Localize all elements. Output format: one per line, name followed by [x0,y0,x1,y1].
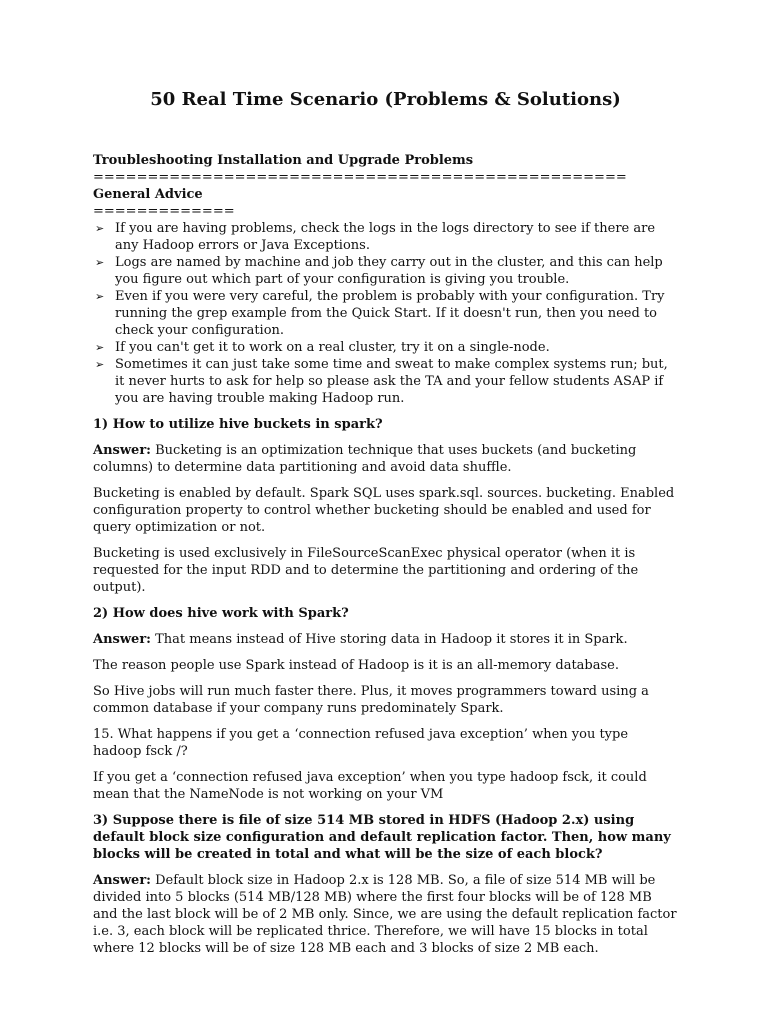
arrow-bullet-icon: ➢ [95,256,105,269]
question-3-answer [93,872,678,957]
list-item-text: Even if you were very careful, the problem is probably with your configuration. Try running the grep example from the Quick Start. If it doesn't run, then you need to check your configuration. [115,289,665,338]
advice-list [93,220,678,407]
sub-heading: General Advice [93,187,203,202]
list-item-text: If you are having problems, check the logs in the logs directory to see if there are any Hadoop errors or Java Exceptions. [115,221,656,253]
document-page [93,88,678,966]
answer-text: Bucketing is an optimization technique that uses buckets (and bucketing columns) to determine data partitioning and avoid data shuffle. [93,443,637,475]
question-1-heading: 1) How to utilize hive buckets in spark? [93,417,383,432]
question-1-paragraph-3: Bucketing is used exclusively in FileSourceScanExec physical operator (when it is requested for the input RDD and to determine the partitioning and ordering of the output). [93,546,639,595]
list-item [93,288,678,339]
answer-label: Answer: [93,632,151,647]
question-3-heading: 3) Suppose there is file of size 514 MB stored in HDFS (Hadoop 2.x) using default block size configuration and default replication factor. Then, how many blocks will be created in total and what will be the size of each block? [93,813,671,862]
question-2-paragraph-3: So Hive jobs will run much faster there. Plus, it moves programmers toward using a common database if your company runs predominately Spark. [93,684,649,716]
arrow-bullet-icon: ➢ [95,341,105,354]
sub-heading-rule: ============= [93,204,235,219]
answer-text: Default block size in Hadoop 2.x is 128 MB. So, a file of size 514 MB will be divided into 5 blocks (514 MB/128 MB) where the first four blocks will be of 128 MB and the last block will be of 2 MB only. Since, we are using the default replication factor i.e. 3, each block will be replicated thrice. Therefore, we will have 15 blocks in total where 12 blocks will be of size 128 MB each and 3 blocks of size 2 MB each. [93,873,677,956]
answer-text: That means instead of Hive storing data in Hadoop it stores it in Spark. [155,632,628,647]
section-rule: ================================================= [93,170,627,185]
list-item-text: Logs are named by machine and job they carry out in the cluster, and this can help you figure out which part of your configuration is giving you trouble. [115,255,663,287]
question-2-paragraph-2: The reason people use Spark instead of Hadoop is it is an all-memory database. [93,658,619,673]
arrow-bullet-icon: ➢ [95,290,105,303]
question-15-answer: If you get a ‘connection refused java exception’ when you type hadoop fsck, it could mean that the NameNode is not working on your VM [93,770,647,802]
question-1-paragraph-2: Bucketing is enabled by default. Spark SQL uses spark.sql. sources. bucketing. Enabled configuration property to control whether bucketing should be enabled and used for query optimization or not. [93,486,675,535]
question-1-answer [93,442,678,476]
arrow-bullet-icon: ➢ [95,222,105,235]
list-item-text: If you can't get it to work on a real cluster, try it on a single-node. [115,340,550,355]
document-title: 50 Real Time Scenario (Problems & Solutions) [150,89,621,110]
list-item [93,254,678,288]
section-heading: Troubleshooting Installation and Upgrade Problems [93,153,474,168]
answer-label: Answer: [93,873,151,888]
arrow-bullet-icon: ➢ [95,358,105,371]
question-2-heading: 2) How does hive work with Spark? [93,606,349,621]
question-2-answer [93,631,678,648]
list-item [93,356,678,407]
question-15-text: 15. What happens if you get a ‘connection refused java exception’ when you type hadoop fsck /? [93,727,629,759]
list-item [93,220,678,254]
list-item-text: Sometimes it can just take some time and sweat to make complex systems run; but, it never hurts to ask for help so please ask the TA and your fellow students ASAP if you are having trouble making Hadoop run. [115,357,668,406]
list-item [93,339,678,356]
answer-label: Answer: [93,443,151,458]
